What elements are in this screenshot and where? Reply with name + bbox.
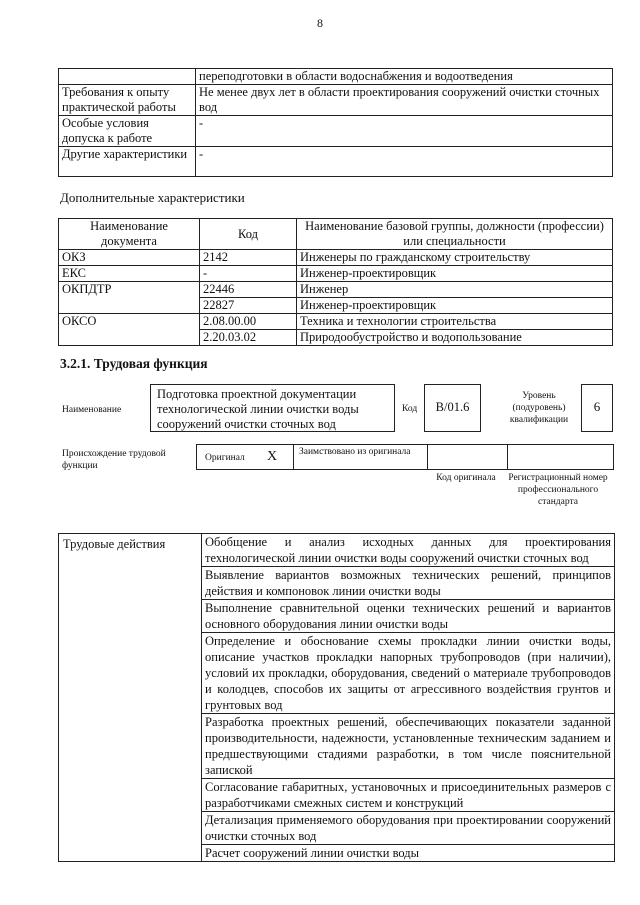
name-cell: Техника и технологии строительства — [297, 314, 613, 330]
table-header-row — [59, 219, 613, 250]
original-mark: X — [267, 449, 278, 464]
req-label: Особые условия допуска к работе — [59, 116, 196, 147]
table-row — [59, 85, 613, 116]
header-code: Код — [200, 219, 297, 250]
req-label — [59, 69, 196, 85]
doc-cell: ОКСО — [59, 314, 200, 346]
table-row — [59, 69, 613, 85]
table-row — [59, 266, 613, 282]
table-row — [59, 250, 613, 266]
code-original-label: Код оригинала — [436, 473, 496, 483]
req-value: - — [196, 116, 613, 147]
function-code: В/01.6 — [424, 384, 481, 432]
action-item: Выполнение сравнительной оценки технических решений и вариантов основного оборудования линии очистки воды — [202, 600, 615, 633]
level-value: 6 — [581, 384, 613, 432]
action-item: Разработка проектных решений, обеспечивающих показатели заданной производительности, надежности, установленные техническим заданием и предшествующими стадиями разработки, в том числе пояснительной запиской — [202, 714, 615, 779]
code-cell: 2.08.00.00 — [200, 314, 297, 330]
origin-box — [196, 444, 614, 470]
table-row — [59, 147, 613, 177]
code-cell: 2142 — [200, 250, 297, 266]
action-item: Выявление вариантов возможных технических решений, принципов действия и компоновок линии очистки воды — [202, 567, 615, 600]
name-cell: Инженер-проектировщик — [297, 298, 613, 314]
req-value: переподготовки в области водоснабжения и водоотведения — [196, 69, 613, 85]
req-value: Не менее двух лет в области проектирования сооружений очистки сточных вод — [196, 85, 613, 116]
name-cell: Инженер-проектировщик — [297, 266, 613, 282]
table-row — [59, 314, 613, 330]
actions-label: Трудовые действия — [59, 534, 202, 862]
code-cell: 22446 — [200, 282, 297, 298]
borrowed-label: Заимствовано из оригинала — [299, 447, 411, 457]
name-cell: Природообустройство и водопользование — [297, 330, 613, 346]
actions-table — [58, 533, 615, 862]
req-label: Другие характеристики — [59, 147, 196, 177]
original-label: Оригинал — [205, 453, 245, 463]
extra-title: Дополнительные характеристики — [60, 190, 245, 205]
origin-label: Происхождение трудовой функции — [62, 449, 166, 471]
req-label: Требования к опыту практической работы — [59, 85, 196, 116]
extra-table — [58, 218, 613, 346]
level-label: Уровень (подуровень) квалификации — [509, 391, 569, 425]
code-label: Код — [402, 404, 418, 414]
doc-cell: ЕКС — [59, 266, 200, 282]
function-name: Подготовка проектной документации технологической линии очистки воды сооружений очистки сточных вод — [150, 384, 395, 432]
action-item: Обобщение и анализ исходных данных для проектирования технологической линии очистки воды сооружений очистки сточных вод — [202, 534, 615, 567]
action-item: Детализация применяемого оборудования при проектировании сооружений очистки сточных вод — [202, 812, 615, 845]
req-value: - — [196, 147, 613, 177]
header-document: Наименование документа — [59, 219, 200, 250]
name-cell: Инженер — [297, 282, 613, 298]
page-number: 8 — [317, 16, 323, 30]
header-group: Наименование базовой группы, должности (профессии) или специальности — [297, 219, 613, 250]
borrowed-cell — [294, 445, 428, 469]
code-cell: 22827 — [200, 298, 297, 314]
doc-cell: ОКЗ — [59, 250, 200, 266]
table-row — [59, 116, 613, 147]
code-cell: 2.20.03.02 — [200, 330, 297, 346]
action-item: Расчет сооружений линии очистки воды — [202, 845, 615, 862]
table-row — [59, 282, 613, 298]
reg-number-cell — [508, 445, 614, 469]
name-label: Наименование — [62, 405, 122, 415]
code-cell: - — [200, 266, 297, 282]
reg-number-label: Регистрационный номер профессионального стандарта — [508, 473, 608, 507]
doc-cell: ОКПДТР — [59, 282, 200, 314]
code-original-cell — [428, 445, 508, 469]
section-title: 3.2.1. Трудовая функция — [60, 356, 208, 371]
original-cell — [196, 445, 294, 469]
requirements-table — [58, 68, 613, 177]
action-item: Определение и обоснование схемы прокладки линии очистки воды, описание участков прокладки напорных трубопроводов (при наличии), условий их прокладки, оборудования, сведений о материале трубопроводов и колодцев, способов их защиты от агрессивного воздействия грунтов и грунтовых вод — [202, 633, 615, 714]
table-row — [59, 534, 615, 567]
action-item: Согласование габаритных, установочных и присоединительных размеров с разработчиками смежных систем и конструкций — [202, 779, 615, 812]
name-cell: Инженеры по гражданскому строительству — [297, 250, 613, 266]
